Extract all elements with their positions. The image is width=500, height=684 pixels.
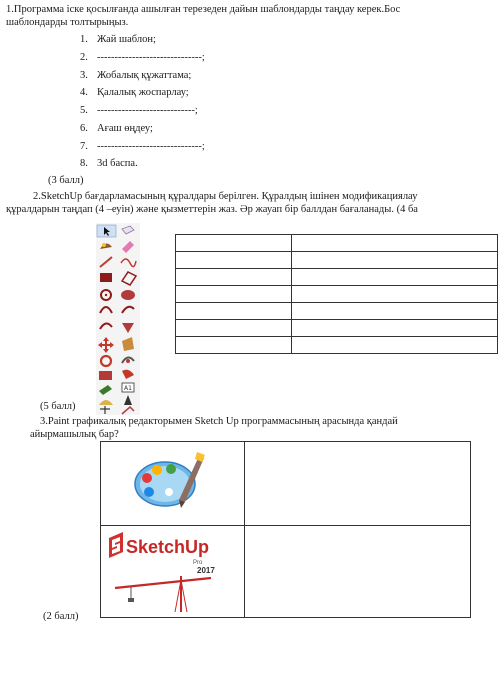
table-row <box>176 337 498 354</box>
table-cell[interactable] <box>176 252 292 269</box>
table-cell[interactable] <box>176 337 292 354</box>
table-cell[interactable] <box>292 303 498 320</box>
question-1-line-1: 1.Программа іске қосылғанда ашылған терезеден дайын шаблондарды таңдау керек.Бос <box>6 4 401 15</box>
sketchup-logo-icon <box>101 526 244 612</box>
table-row <box>176 235 498 252</box>
question-1-line-2: шаблондарды толтырыңыз. <box>6 17 129 28</box>
table-cell[interactable] <box>292 320 498 337</box>
question-2-line-2: құралдарын таңдап (4 –еуін) және қызметтерін жаз. Әр жауап бір баллдан бағаланады. (4 ба <box>6 204 418 215</box>
table-row <box>101 526 471 618</box>
table-row <box>176 320 498 337</box>
question-2-line-1: 2.SketchUp бағдарламасының құралдары берілген. Құралдың ішінен модификациялау <box>33 191 418 202</box>
sketchup-logo-cell <box>101 526 245 618</box>
table-cell[interactable] <box>292 235 498 252</box>
sketchup-toolbar-image <box>96 223 140 415</box>
question-1-points: (3 балл) <box>48 175 84 186</box>
svg-text:Pro: Pro <box>193 560 203 566</box>
table-cell[interactable] <box>292 269 498 286</box>
list-item: 1. Жай шаблон; <box>80 34 156 45</box>
table-cell[interactable] <box>292 286 498 303</box>
question-3-line-1: 3.Paint графикалық редакторымен Sketch Up программасының арасында қандай <box>40 416 398 427</box>
table-cell[interactable] <box>292 252 498 269</box>
list-item: 7. ------------------------------; <box>80 141 205 152</box>
paint-palette-icon <box>101 442 244 520</box>
table-cell[interactable] <box>292 337 498 354</box>
sketchup-tools-icons <box>96 223 140 415</box>
table-cell[interactable] <box>176 320 292 337</box>
answer-cell-sketchup[interactable] <box>245 526 471 618</box>
svg-text:2017: 2017 <box>197 566 215 575</box>
list-item: 2. ------------------------------; <box>80 52 205 63</box>
list-item: 6. Ағаш өңдеу; <box>80 123 153 134</box>
table-cell[interactable] <box>176 235 292 252</box>
svg-text:A1: A1 <box>124 385 132 392</box>
list-item: 4. Қалалық жоспарлау; <box>80 87 189 98</box>
table-row <box>101 442 471 526</box>
list-item: 5. ----------------------------; <box>80 105 198 116</box>
table-cell[interactable] <box>176 286 292 303</box>
table-row <box>176 252 498 269</box>
comparison-table <box>100 441 471 618</box>
answer-table <box>175 234 498 354</box>
answer-cell-paint[interactable] <box>245 442 471 526</box>
list-item: 8. 3d баспа. <box>80 158 138 169</box>
table-cell[interactable] <box>176 303 292 320</box>
paint-logo-cell <box>101 442 245 526</box>
question-2-points: (5 балл) <box>40 401 76 412</box>
question-3-line-2: айырмашылық бар? <box>30 429 119 440</box>
table-row <box>176 303 498 320</box>
sketchup-logo-text: SketchUp <box>126 537 210 557</box>
table-row <box>176 286 498 303</box>
table-cell[interactable] <box>176 269 292 286</box>
question-3-points: (2 балл) <box>43 611 79 622</box>
list-item: 3. Жобалық құжаттама; <box>80 70 192 81</box>
table-row <box>176 269 498 286</box>
